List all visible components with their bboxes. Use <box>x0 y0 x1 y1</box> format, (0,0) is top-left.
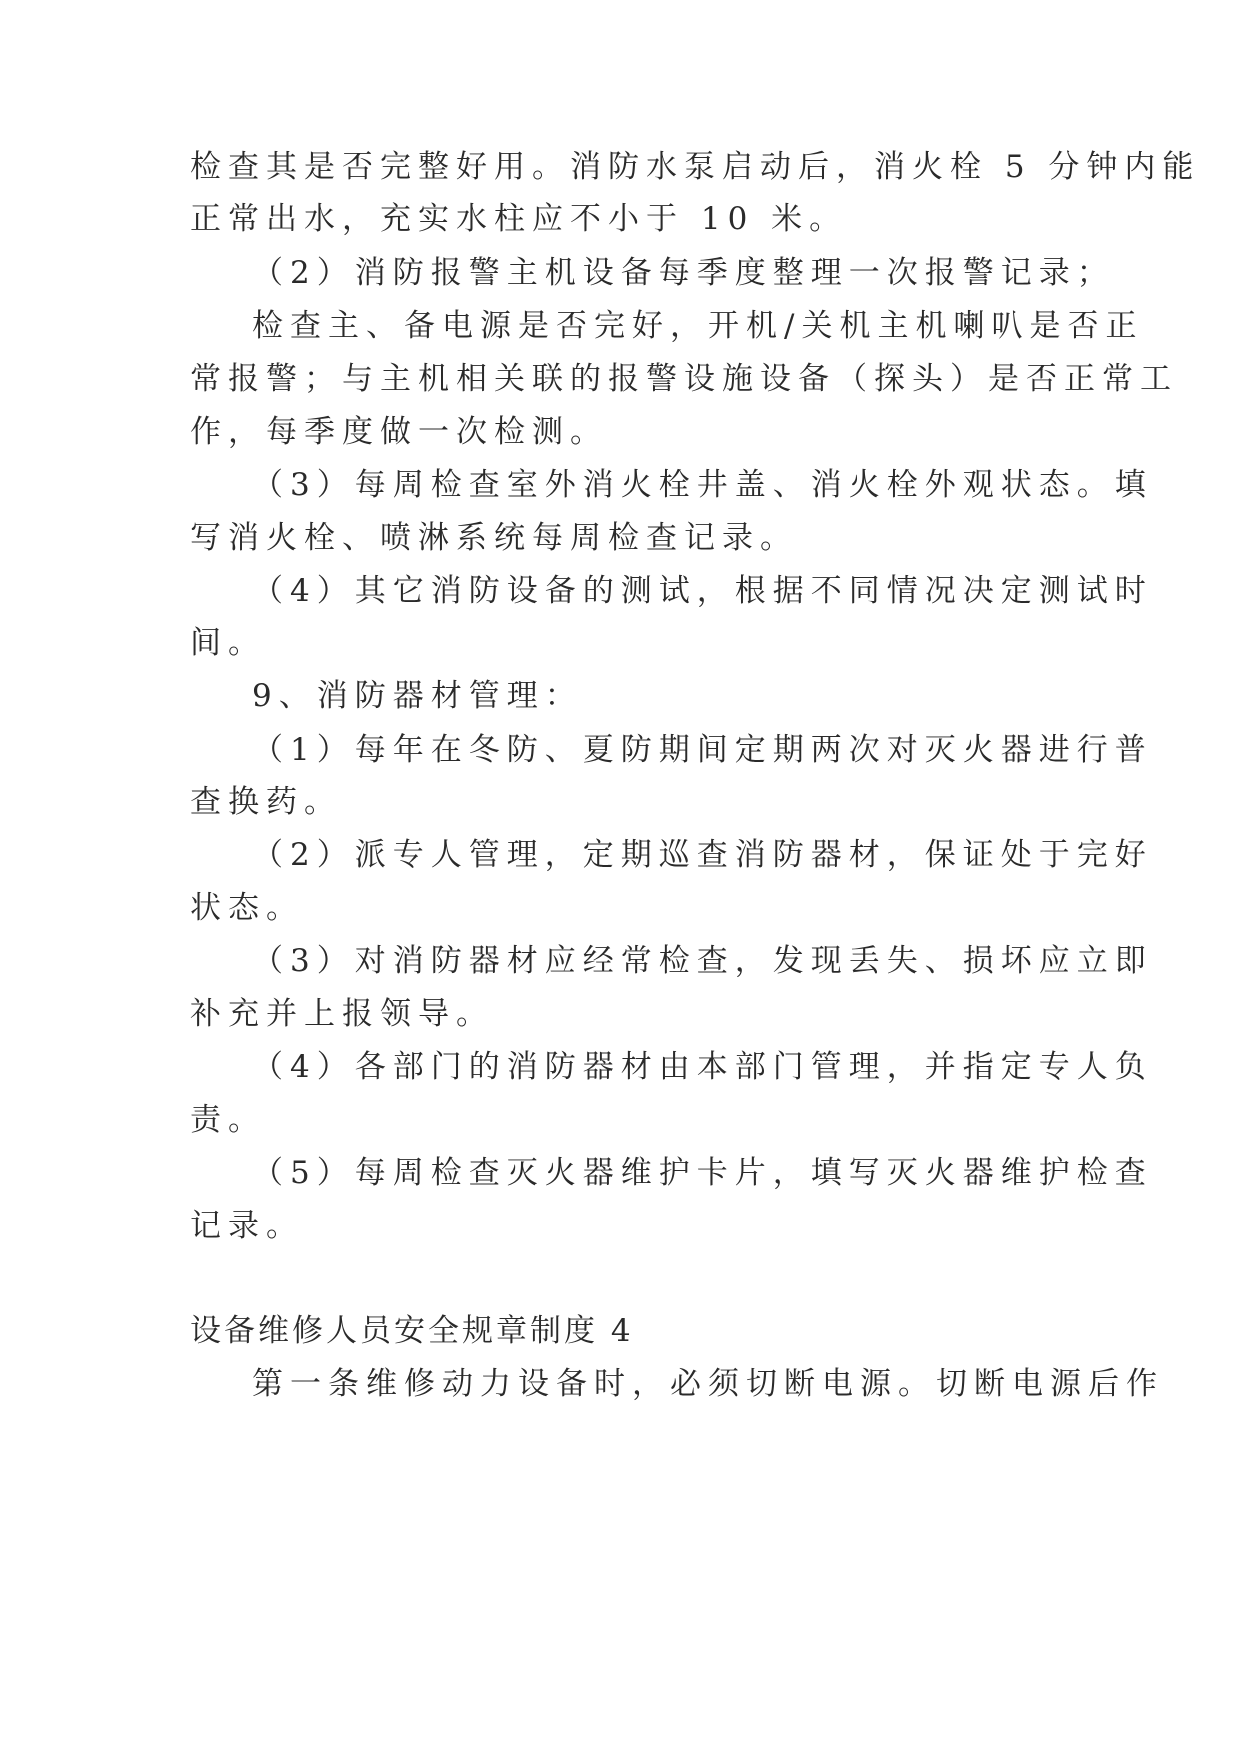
paragraph-line: （2）消防报警主机设备每季度整理一次报警记录； <box>252 255 1115 291</box>
paragraph-line: 状态。 <box>190 890 304 926</box>
paragraph-line: 间。 <box>190 625 266 661</box>
paragraph-line: 记录。 <box>190 1208 304 1244</box>
paragraph-line: （5）每周检查灭火器维护卡片，填写灭火器维护检查 <box>252 1155 1153 1191</box>
paragraph-line: 补充并上报领导。 <box>190 996 494 1032</box>
paragraph-line: 第一条维修动力设备时，必须切断电源。切断电源后作 <box>252 1366 1164 1402</box>
paragraph-line: 常报警；与主机相关联的报警设施设备（探头）是否正常工 <box>190 361 1178 397</box>
paragraph-line: （1）每年在冬防、夏防期间定期两次对灭火器进行普 <box>252 732 1153 768</box>
section-heading: 设备维修人员安全规章制度 4 <box>190 1313 634 1349</box>
subsection-title: 9、消防器材管理： <box>252 678 583 714</box>
paragraph-line: （2）派专人管理，定期巡查消防器材，保证处于完好 <box>252 837 1153 873</box>
paragraph-line: （3）每周检查室外消火栓井盖、消火栓外观状态。填 <box>252 467 1153 503</box>
paragraph-line: 检查其是否完整好用。消防水泵启动后，消火栓 5 分钟内能 <box>190 149 1201 185</box>
paragraph-line: 正常出水，充实水柱应不小于 10 米。 <box>190 201 848 237</box>
paragraph-line: 查换药。 <box>190 784 342 820</box>
paragraph-line: （3）对消防器材应经常检查，发现丢失、损坏应立即 <box>252 943 1153 979</box>
paragraph-line: 作，每季度做一次检测。 <box>190 414 608 450</box>
paragraph-line: （4）各部门的消防器材由本部门管理，并指定专人负 <box>252 1049 1153 1085</box>
paragraph-line: 检查主、备电源是否完好，开机/关机主机喇叭是否正 <box>252 308 1144 344</box>
paragraph-line: （4）其它消防设备的测试，根据不同情况决定测试时 <box>252 573 1153 609</box>
paragraph-line: 责。 <box>190 1102 266 1138</box>
paragraph-line: 写消火栓、喷淋系统每周检查记录。 <box>190 520 798 556</box>
